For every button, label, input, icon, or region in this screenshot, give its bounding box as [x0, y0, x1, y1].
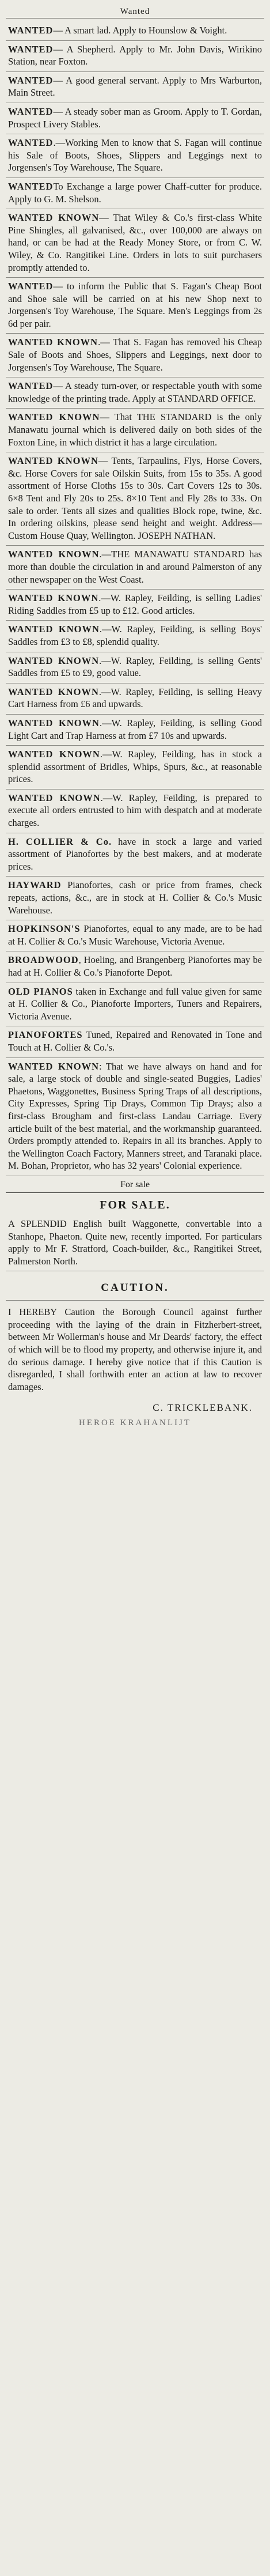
classified-ad	[6, 833, 264, 877]
ad-body: .—W. Rapley, Feilding, is selling Ladies' Riding Saddles from £5 up to £12. Good articles.	[8, 592, 262, 616]
caution-body: I HEREBY Caution the Borough Council against further proceeding with the laying of the drain in Fitzherbert-street, between Mr Wollerman's house and Mr Deards' factory, the effect of which will be to flood my property, and otherwise injure it, and do serious damage. I hereby give notice that if this Caution is disregarded, I shall forthwith enter an action at law to recover damages.	[8, 1306, 262, 1392]
ad-body: — A good general servant. Apply to Mrs Warburton, Main Street.	[8, 74, 262, 99]
for-sale-caption: For sale	[120, 1179, 150, 1189]
ad-lead: WANTED KNOWN	[8, 411, 100, 423]
classified-ad	[6, 334, 264, 377]
ad-body: .— That S. Fagan has removed his Cheap Sale of Boots and Shoes, Slippers and Leggings, next door to Jorgensen's Toy Warehouse, The Square.	[8, 337, 262, 373]
ad-lead: WANTED KNOWN	[8, 592, 99, 604]
ad-body: — A smart lad. Apply to Hounslow & Voight.	[53, 25, 227, 36]
classified-ad	[6, 178, 264, 209]
classified-ad	[6, 790, 264, 833]
ad-body: Pianofortes, cash or price from frames, check repeats, actions, &c., are in stock at H. Collier & Co.'s Music Warehouse.	[8, 879, 262, 916]
ad-body: — That THE STANDARD is the only Manawatu journal which is delivered daily on both sides of the Foxton Line, in which district it has a large circulation.	[8, 411, 262, 448]
classified-ad	[6, 951, 264, 983]
ad-body: .—Working Men to know that S. Fagan will continue his Sale of Boots, Shoes, Slippers and Leggings next to Jorgensen's Toy Warehouse, The Square.	[8, 137, 262, 173]
ad-lead: WANTED	[8, 74, 54, 86]
ad-body: Tuned, Repaired and Renovated in Tone and Touch at H. Collier & Co.'s.	[8, 1029, 262, 1053]
ad-lead: WANTED KNOWN	[8, 212, 100, 224]
ad-lead: WANTED	[8, 43, 54, 55]
classified-ad	[6, 1026, 264, 1057]
ad-body: .—W. Rapley, Feilding, is selling Good Light Cart and Trap Harness at from £7 10s and upwards.	[8, 717, 262, 741]
classified-ad	[6, 983, 264, 1027]
classified-ad	[6, 683, 264, 715]
ad-body: , Hoeling, and Brangenberg Pianofortes may be had at H. Collier & Co.'s Pianoforte Depot.	[8, 954, 262, 978]
ad-lead: HAYWARD	[8, 879, 62, 891]
ad-lead: WANTED	[8, 105, 54, 117]
caution-section	[6, 1271, 264, 1428]
ad-lead: WANTED KNOWN	[8, 1060, 100, 1072]
ad-body: — to inform the Public that S. Fagan's Cheap Boot and Shoe sale will be carried on at his new Shop next to Jorgensen's Toy Warehouse, The Square. Men's Leggings from 2s 6d per pair.	[8, 281, 262, 329]
ad-body: : That we have always on hand and for sale, a large stock of double and single-seated Buggies, Ladies' Phaetons, Waggonettes, Business Spring Traps of all descriptions, City Expresses, Spring Tip Drays, Common Tip Drays; also a first-class Brougham and first-class Landau Carriage. Every article built of the best material, and the workmanship guaranteed. Orders promptly attended to. Repairs in all its branches. Apply to the Wellington Coach Factory, Manners street, and Taranaki place. M. Bohan, Proprietor, who has 32 years' Colonial experience.	[8, 1060, 262, 1172]
ad-lead: PIANOFORTES	[8, 1029, 83, 1041]
classified-ad	[6, 621, 264, 652]
ad-body: — That Wiley & Co.'s first-class White Pine Shingles, all galvanised, &c., over 100,000 are always on hand, or can be had at the Ready Money Store, or from C. W. Wiley, & Co. Rangitikei Line. Orders in lots to suit purchasers promptly attended to.	[8, 212, 262, 273]
section-heading: Wanted	[120, 7, 150, 16]
classified-ad	[6, 134, 264, 178]
ad-body: .—W. Rapley, Feilding, has in stock a splendid assortment of Bridles, Whips, Spurs, &c., at reasonable prices.	[8, 749, 262, 785]
classified-ad	[6, 209, 264, 278]
classified-ad	[6, 377, 264, 409]
for-sale-ad	[6, 1215, 264, 1271]
ad-lead: WANTED	[8, 281, 54, 292]
ad-lead: WANTED KNOWN	[8, 455, 98, 467]
ad-lead: HOPKINSON'S	[8, 923, 81, 935]
classified-ad	[6, 278, 264, 334]
ad-lead: WANTED KNOWN	[8, 792, 101, 803]
ad-lead: WANTED	[8, 380, 54, 392]
classified-ad	[6, 72, 264, 103]
caution-heading: CAUTION.	[101, 1282, 169, 1294]
classified-ad	[6, 715, 264, 746]
classified-ads-list	[6, 22, 264, 1176]
classified-ad	[6, 920, 264, 951]
ad-body: — Tents, Tarpaulins, Flys, Horse Covers, &c. Horse Covers for sale Oilskin Suits, from 15s to 35s. A good assortment of Horse Cloths 15s to 30s. Cart Covers 12s to 30s. 6×8 Tent and Fly 20s to 25s. 8×10 Tent and Fly 28s to 33s. On sale to order. Tents all sizes and qualities Block rope, twine, &c. In ordering oilskins, please send height and weight. Address—Custom House Quay, Wellington. JOSEPH NATHAN.	[8, 455, 262, 541]
ad-body: have in stock a large and varied assortment of Pianofortes by the best makers, and at moderate prices.	[8, 836, 262, 872]
ad-body: To Exchange a large power Chaff-cutter for produce. Apply to G. M. Shelson.	[8, 180, 262, 205]
ad-body: — A steady sober man as Groom. Apply to T. Gordan, Prospect Livery Stables.	[8, 105, 262, 130]
for-sale-heading: FOR SALE.	[100, 1198, 170, 1211]
caution-signature: C. TRICKLEBANK.	[153, 1402, 253, 1414]
for-sale-section	[6, 1176, 264, 1271]
ad-lead: H. COLLIER & Co.	[8, 836, 112, 847]
ad-lead: WANTED KNOWN	[8, 717, 100, 728]
for-sale-body: A SPLENDID English built Waggonette, convertable into a Stanhope, Phaeton. Quite new, recently imported. For particulars apply to Mr F. Stratford, Coach-builder, &c., Rangitikei Street, Palmerston North.	[8, 1218, 262, 1267]
ad-lead: WANTED KNOWN	[8, 624, 100, 635]
ad-body: .—W. Rapley, Feilding, is selling Heavy Cart Harness from £6 and upwards.	[8, 686, 262, 710]
divider	[6, 1192, 264, 1193]
ad-lead: WANTED KNOWN	[8, 337, 98, 348]
ad-body: .—W. Rapley, Feilding, is selling Gents' Saddles from £5 to £9, good value.	[8, 655, 262, 679]
classified-ad	[6, 1058, 264, 1176]
classified-ad	[6, 590, 264, 621]
ad-lead: WANTED	[8, 25, 54, 36]
trailing-text: HEROE KRAHANLIJT	[78, 1418, 192, 1428]
divider	[6, 1300, 264, 1301]
ad-lead: WANTED KNOWN	[8, 549, 100, 560]
classified-ad	[6, 652, 264, 683]
ad-body: Pianofortes, equal to any made, are to be had at H. Collier & Co.'s Music Warehouse, Victoria Avenue.	[8, 923, 262, 947]
ad-lead: WANTED KNOWN	[8, 686, 99, 697]
ad-lead: WANTED KNOWN	[8, 749, 100, 760]
classified-ad	[6, 22, 264, 41]
ad-body: .—W. Rapley, Feilding, is prepared to execute all orders entrusted to him with despatch and at moderate charges.	[8, 792, 262, 829]
classified-ad	[6, 103, 264, 134]
classified-ad	[6, 409, 264, 452]
ad-lead: OLD PIANOS	[8, 985, 73, 997]
ad-body: .—W. Rapley, Feilding, is selling Boys' Saddles from £3 to £8, splendid quality.	[8, 624, 262, 647]
ad-lead: WANTED KNOWN	[8, 655, 100, 666]
ad-lead: WANTED	[8, 180, 54, 192]
classified-ad	[6, 452, 264, 546]
caution-notice	[6, 1304, 264, 1396]
classified-ad	[6, 546, 264, 590]
ad-lead: BROADWOOD	[8, 954, 79, 966]
ad-body: .—THE MANAWATU STANDARD has more than double the circulation in and around Palmerston of any other newspaper on the West Coast.	[8, 549, 262, 585]
classified-ad	[6, 877, 264, 920]
ad-body: — A steady turn-over, or respectable youth with some knowledge of the printing trade. Apply at STANDARD OFFICE.	[8, 380, 262, 404]
ad-body: — A Shepherd. Apply to Mr. John Davis, Wirikino Station, near Foxton.	[8, 43, 262, 67]
classified-ad	[6, 41, 264, 72]
classified-ad	[6, 746, 264, 790]
ad-body: taken in Exchange and full value given for same at H. Collier & Co., Pianoforte Importers, Tuners and Repairers, Victoria Avenue.	[8, 985, 262, 1022]
ad-lead: WANTED	[8, 137, 54, 149]
